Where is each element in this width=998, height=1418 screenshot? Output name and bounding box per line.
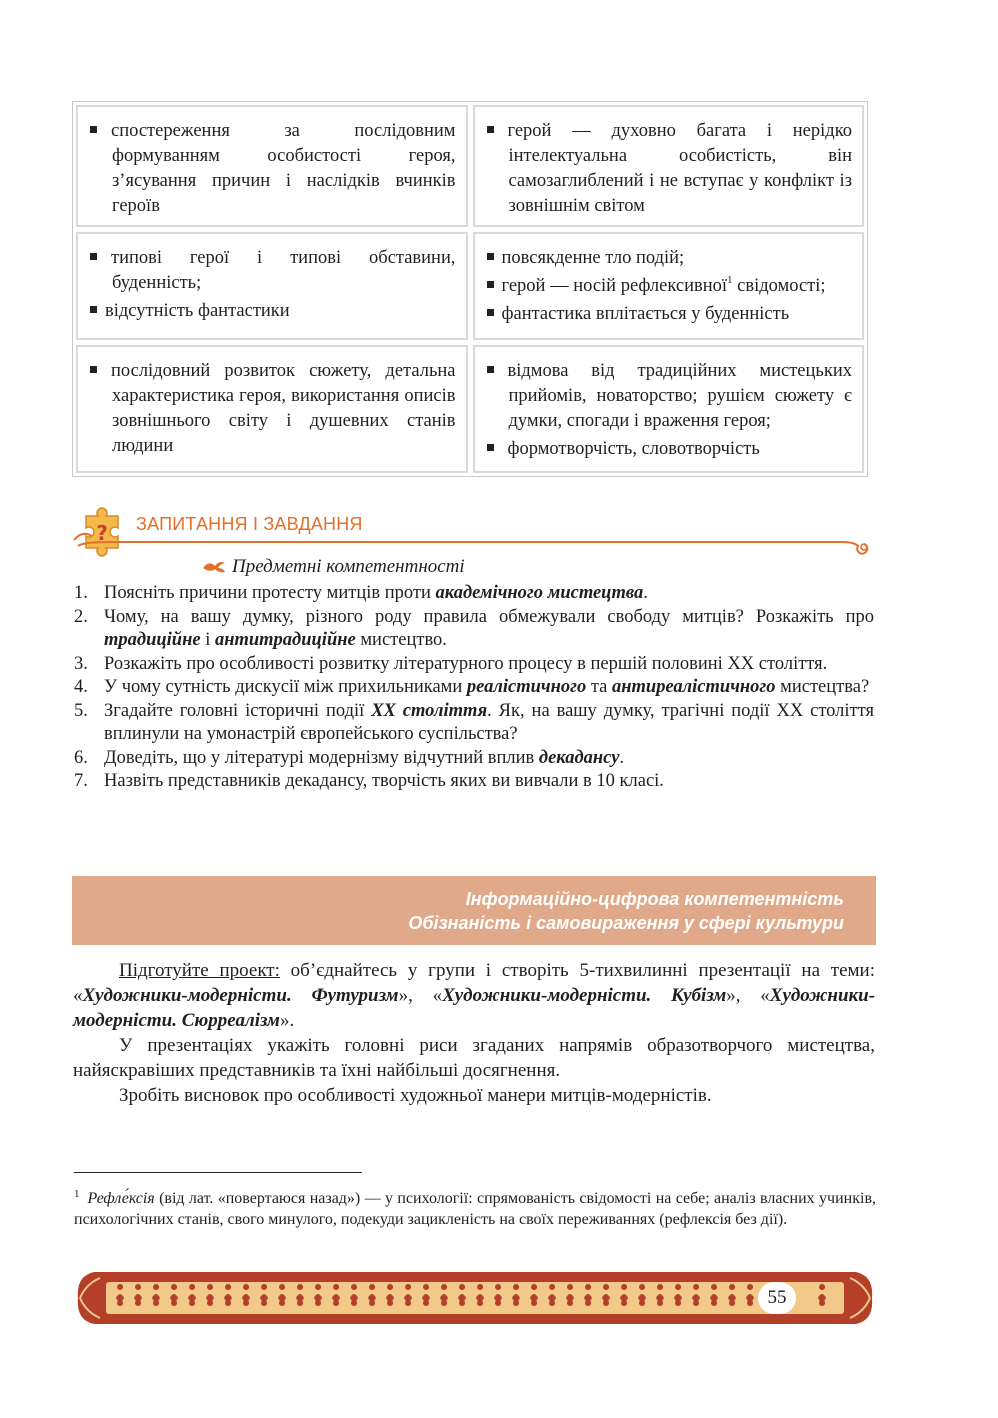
bullet-item: формотворчість, словотворчість (487, 437, 853, 462)
page-number: 55 (758, 1282, 796, 1314)
bullet-item: типові герої і типові обставини, буденність; (90, 246, 456, 296)
bullet-item: спостереження за послідовним формуванням особистості героя, з’ясування причин і наслідків вчинків героїв (90, 119, 456, 219)
competence-subheading: Предметні компетентності (202, 556, 465, 578)
footnote-term: Рефле́ксія (87, 1190, 155, 1207)
bullet-item: герой — носій рефлексивної$^1$ свідомості; (487, 274, 853, 299)
square-bullet-icon (487, 126, 494, 133)
project-paragraph: Зробіть висновок про особливості художньої манери митців-модерністів. (119, 1085, 712, 1106)
bullet-item: повсякденне тло подій; (487, 246, 853, 271)
banner-line-1: Інформаційно-цифрова компетентність (465, 889, 844, 909)
square-bullet-icon (487, 444, 494, 451)
section-heading (72, 506, 878, 558)
bullet-item: відмова від традиційних мистецьких прийомів, новаторство; рушієм сюжету є думки, спогади і враження героя; (487, 359, 853, 434)
table-cell-right (473, 345, 865, 473)
info-banner (72, 876, 876, 945)
project-paragraph: Підготуйте проект: об’єднайтесь у групи і створіть 5-тихвилинні презентації на теми: «Художники-модерністи. Футуризм», «Художники-модерністи. Кубізм», «Художники-модерністи. Сюрреалізм». (73, 960, 876, 1031)
list-item: 4. У чому сутність дискусії між прихильниками реалістичного та антиреалістичного мистецтва? (74, 677, 870, 697)
footnote-divider (74, 1172, 362, 1173)
square-bullet-icon (90, 366, 97, 373)
table-row (76, 345, 864, 473)
project-paragraph: У презентаціях укажіть головні риси згаданих напрямів образотворчого мистецтва, найяскравіших представників та їхні найбільші досягнення. (73, 1035, 875, 1081)
section-title: ЗАПИТАННЯ І ЗАВДАННЯ (136, 514, 363, 534)
footnote: $^1$ Рефле́ксія (від лат. «повертаюся назад») — у психології: спрямованість свідомості на себе; аналіз власних учинків, психологічних станів, свого минулого, подекуди зацикленість на своїх переживаннях (рефлексія без дії). (74, 1188, 876, 1228)
square-bullet-icon (487, 253, 494, 260)
list-item: 2. Чому, на вашу думку, різного роду правила обмежували свободу митців? Розкажіть про традиційне і антитрадиційне мистецтво. (74, 606, 874, 650)
list-item: 3. Розкажіть про особливості розвитку літературного процесу в першій половині XX століття. (74, 653, 828, 674)
square-bullet-icon (487, 366, 494, 373)
list-item: 5. Згадайте головні історичні події XX століття. Як, на вашу думку, трагічні події XX століття вплинули на умонастрій європейського суспільства? (74, 700, 874, 744)
comparison-table (72, 101, 868, 477)
bullet-item: герой — духовно багата і нерідко інтелектуальна особистість, він самозаглиблений і не вступає у конфлікт із зовнішнім світом (487, 119, 853, 219)
table-cell-left (76, 345, 468, 473)
project-task (73, 958, 875, 1108)
bullet-item: послідовний розвиток сюжету, детальна характеристика героя, використання описів зовнішнього світу і душевних станів людини (90, 359, 456, 459)
puzzle-question-icon (74, 508, 118, 556)
list-item: 6. Доведіть, що у літературі модернізму відчутний вплив декадансу. (74, 747, 625, 768)
footnote-mark: 1 (727, 274, 733, 286)
banner-line-2: Обізнаність і самовираження у сфері культури (408, 913, 844, 933)
square-bullet-icon (90, 253, 97, 260)
list-item: 1. Поясніть причини протесту митців проти академічного мистецтва. (74, 583, 648, 603)
table-cell-left (76, 232, 468, 340)
bullet-item: фантастика вплітається у буденність (487, 302, 853, 327)
square-bullet-icon (487, 309, 494, 316)
questions-list (74, 582, 874, 794)
table-cell-right (473, 232, 865, 340)
project-lead: Підготуйте проект: (119, 960, 280, 981)
table-cell-left (76, 105, 468, 227)
table-cell-right (473, 105, 865, 227)
table-row (76, 232, 864, 340)
square-bullet-icon (487, 281, 494, 288)
svg-text:?: ? (96, 521, 108, 545)
table-row (76, 105, 864, 227)
leaf-ornament-icon (202, 559, 226, 575)
square-bullet-icon (90, 306, 97, 313)
bullet-item: відсутність фантастики (90, 299, 456, 324)
list-item: 7. Назвіть представників декадансу, творчість яких ви вивчали в 10 класі. (74, 771, 664, 791)
square-bullet-icon (90, 126, 97, 133)
